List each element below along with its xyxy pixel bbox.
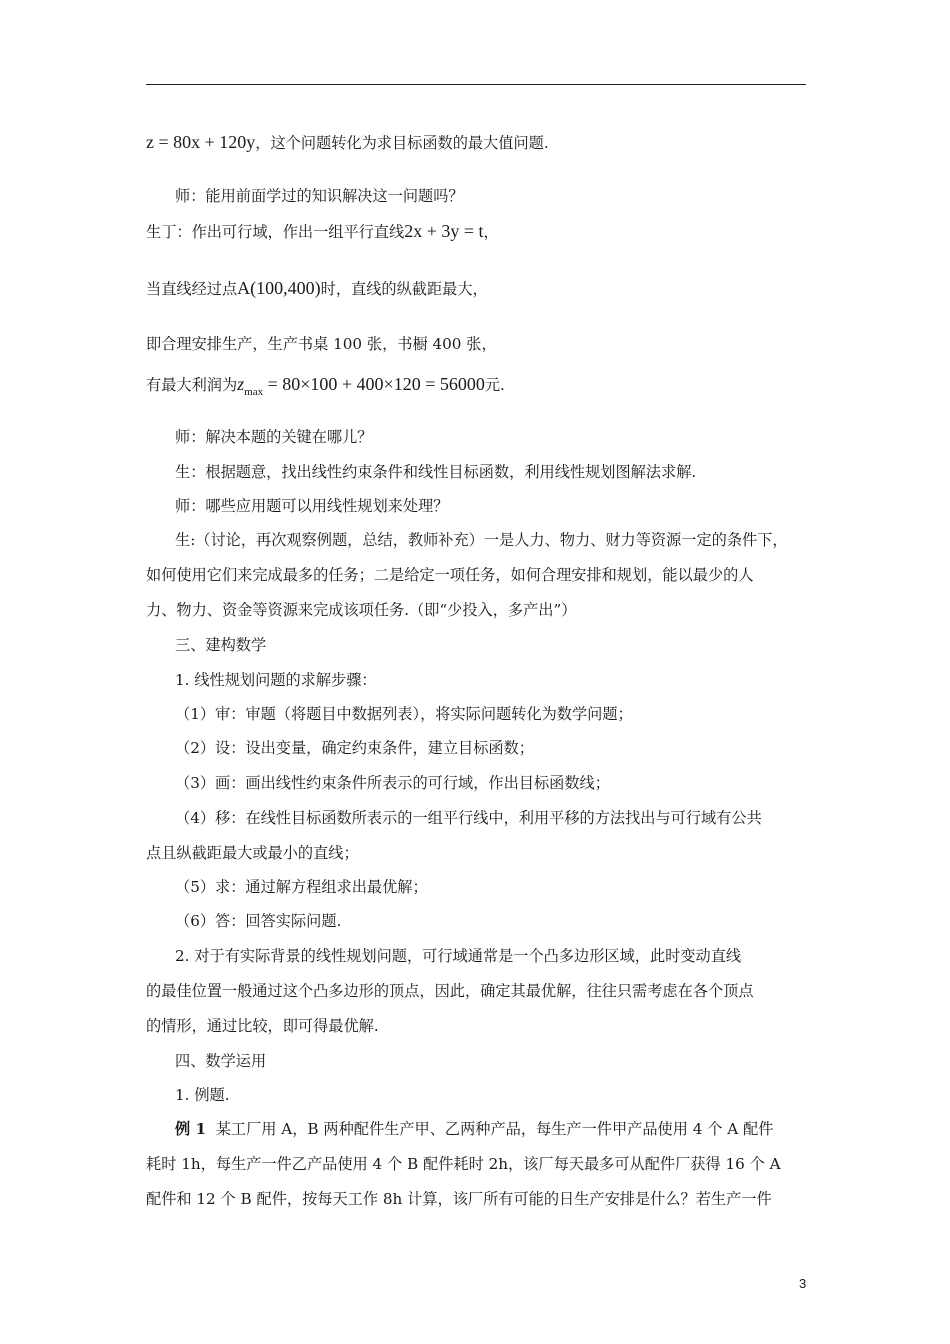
item-2-l3: 的情形，通过比较，即可得最优解.: [146, 1017, 379, 1035]
point-line: [146, 278, 808, 299]
section-3-heading: 三、建构数学: [175, 636, 267, 654]
student-answer-3-l3: 力、物力、资金等资源来完成该项任务.（即“少投入，多产出”）: [146, 601, 577, 619]
page-number: 3: [799, 1276, 807, 1291]
student-answer-3-l1: 生:（讨论，再次观察例题，总结，教师补充）一是人力、物力、财力等资源一定的条件下，: [175, 531, 788, 549]
student-d-line: [146, 221, 808, 242]
student-answer-3-l2: 如何使用它们来完成最多的任务；二是给定一项任务，如何合理安排和规划，能以最少的人: [146, 566, 754, 584]
formula-t: 2x + 3y = t: [404, 221, 484, 241]
step-4-l1: （4）移：在线性目标函数所表示的一组平行线中，利用平移的方法找出与可行域有公共: [175, 809, 762, 827]
teacher-question-1: 师：能用前面学过的知识解决这一问题吗？: [175, 187, 464, 205]
step-1: （1）审：审题（将题目中数据列表），将实际问题转化为数学问题；: [175, 705, 633, 723]
step-6: （6）答：回答实际问题.: [175, 912, 342, 930]
profit-line: [146, 374, 808, 402]
example-1-l2: 耗时 1h，每生产一件乙产品使用 4 个 B 配件耗时 2h，该厂每天最多可从配件厂获得 16 个 A: [146, 1155, 781, 1173]
item-2-l2: 的最佳位置一般通过这个凸多边形的顶点，因此，确定其最优解，往往只需考虑在各个顶点: [146, 982, 754, 1000]
example-1-l3: 配件和 12 个 B 配件，按每天工作 8h 计算，该厂所有可能的日生产安排是什么？若生产一件: [146, 1190, 772, 1208]
item-2-l1: 2. 对于有实际背景的线性规划问题，可行域通常是一个凸多边形区域，此时变动直线: [175, 947, 742, 965]
text: 某工厂用 A，B 两种配件生产甲、乙两种产品，每生产一件甲产品使用 4 个 A 配件: [215, 1120, 774, 1138]
text: ，这个问题转化为求目标函数的最大值问题.: [255, 134, 549, 152]
teacher-question-2: 师：解决本题的关键在哪儿？: [175, 428, 373, 446]
text: 时，直线的纵截距最大，: [320, 280, 488, 298]
z-var: z: [237, 374, 245, 394]
item-1: 1. 线性规划问题的求解步骤：: [175, 671, 377, 689]
text: 有最大利润为: [146, 376, 238, 394]
example-1-l1: [175, 1119, 837, 1139]
text: 生丁：作出可行域，作出一组平行直线: [146, 223, 405, 241]
step-4-l2: 点且纵截距最大或最小的直线；: [146, 844, 359, 862]
text: 元.: [484, 376, 505, 394]
max-sub: max: [244, 386, 264, 398]
teacher-question-3: 师：哪些应用题可以用线性规划来处理？: [175, 497, 449, 515]
header-rule: [146, 84, 806, 85]
text: ，: [483, 223, 499, 241]
formula-z: z = 80x + 120y: [146, 132, 256, 152]
zmax-rhs: = 80×100 + 400×120 = 56000: [263, 374, 485, 394]
text: 当直线经过点: [146, 280, 238, 298]
example-label: 例 1: [175, 1120, 207, 1138]
formula-zmax: [237, 374, 485, 398]
step-2: （2）设：设出变量，确定约束条件，建立目标函数；: [175, 739, 534, 757]
student-answer-2: 生：根据题意，找出线性约束条件和线性目标函数，利用线性规划图解法求解.: [175, 463, 697, 481]
line-objective: [146, 132, 808, 153]
item-example: 1. 例题.: [175, 1086, 230, 1104]
section-4-heading: 四、数学运用: [175, 1052, 267, 1070]
step-3: （3）画：画出线性约束条件所表示的可行域，作出目标函数线；: [175, 774, 610, 792]
formula-point: A(100,400): [237, 278, 321, 298]
arrange-line: 即合理安排生产，生产书桌 100 张，书橱 400 张，: [146, 335, 497, 353]
step-5: （5）求：通过解方程组求出最优解；: [175, 878, 428, 896]
